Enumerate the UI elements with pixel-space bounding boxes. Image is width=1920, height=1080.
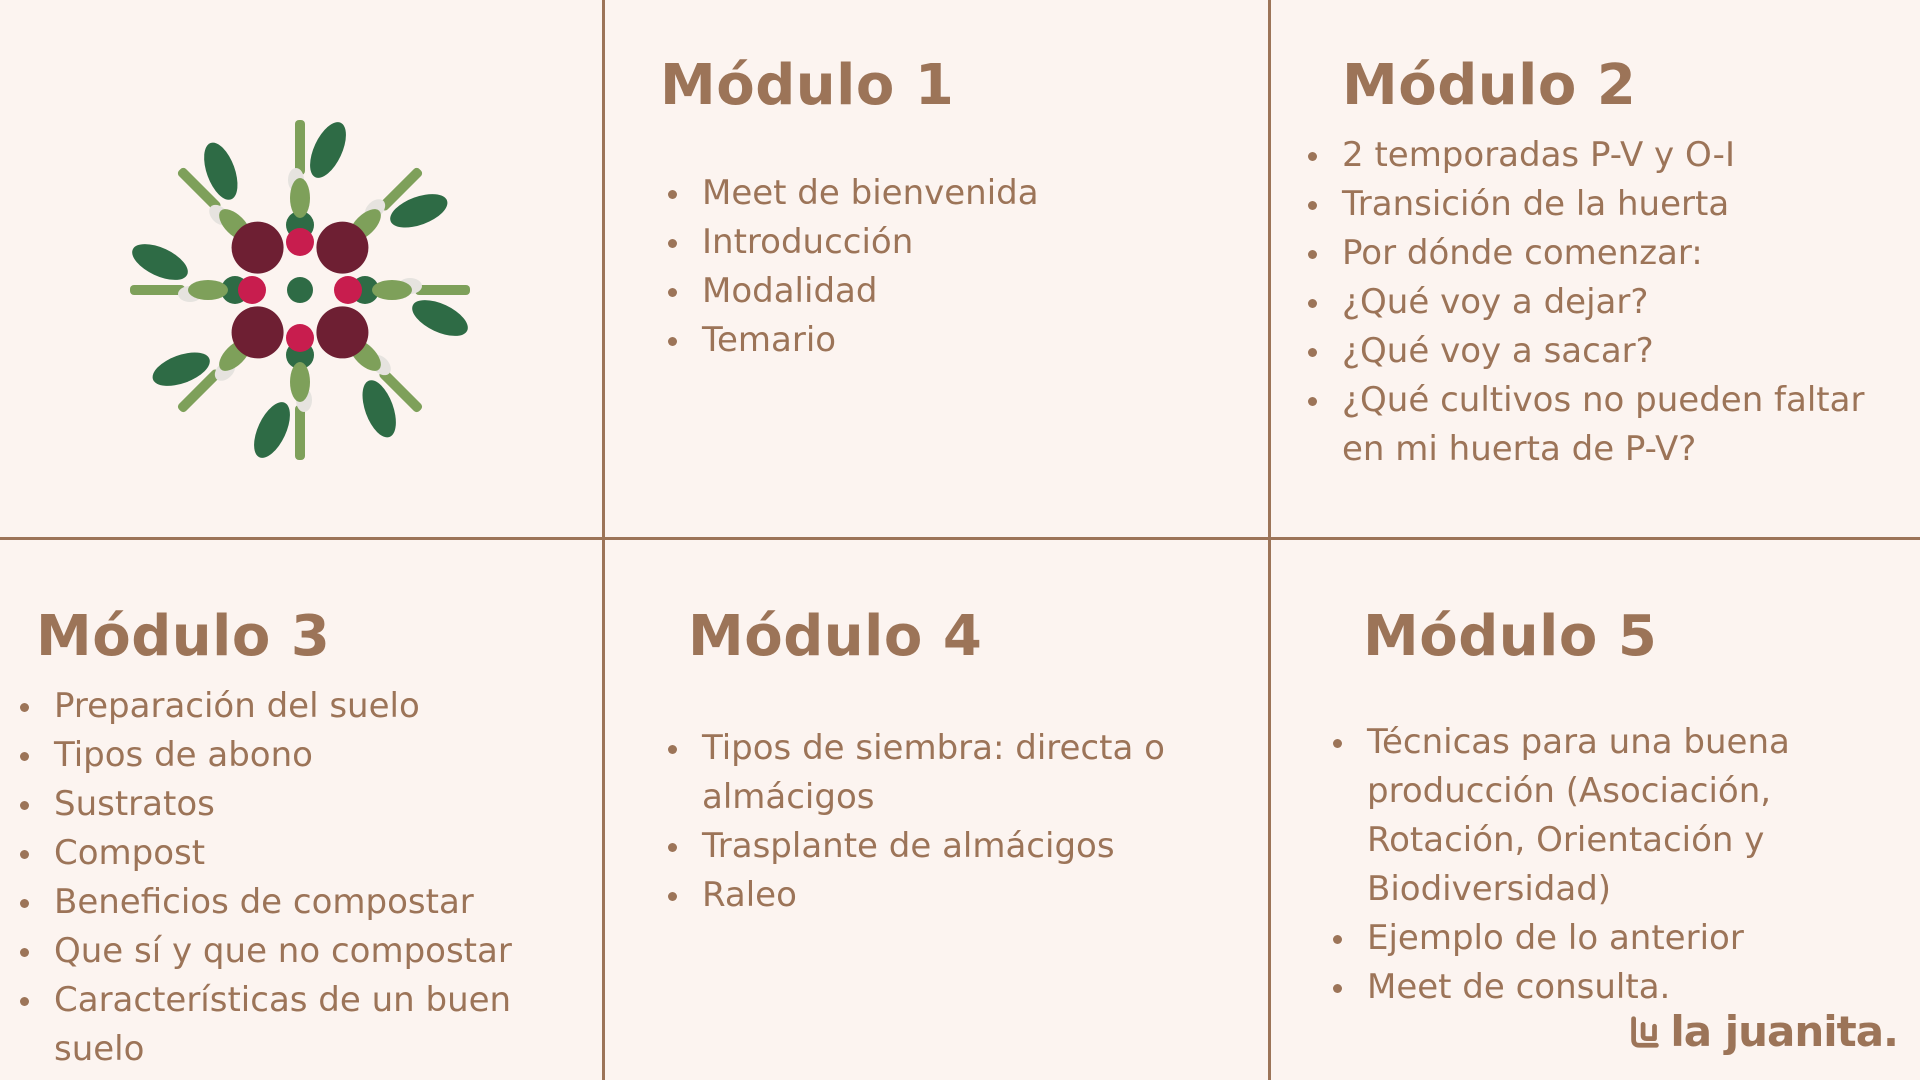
- list-item: ¿Qué cultivos no pueden faltar en mi huerta de P-V?: [1300, 376, 1900, 474]
- module-items-list: [12, 682, 612, 1074]
- module-5-panel: [1325, 603, 1905, 1012]
- list-item: Por dónde comenzar:: [1300, 229, 1900, 278]
- module-title: Módulo 5: [1363, 604, 1658, 669]
- list-item: Beneficios de compostar: [12, 878, 612, 927]
- module-3-panel: [12, 603, 612, 1074]
- list-item: Tipos de abono: [12, 731, 612, 780]
- list-item: Trasplante de almácigos: [660, 822, 1200, 871]
- grid-divider-vertical-2: [1268, 0, 1271, 1080]
- brand-name: la juanita.: [1670, 1007, 1898, 1056]
- list-item: Temario: [660, 316, 1240, 365]
- list-item: 2 temporadas P-V y O-I: [1300, 131, 1900, 180]
- module-title: Módulo 3: [36, 604, 331, 669]
- la-juanita-logo-icon: [1626, 1013, 1664, 1051]
- list-item: Modalidad: [660, 267, 1240, 316]
- module-4-panel: [660, 603, 1200, 920]
- list-item: Preparación del suelo: [12, 682, 612, 731]
- list-item: Ejemplo de lo anterior: [1325, 914, 1905, 963]
- list-item: Introducción: [660, 218, 1240, 267]
- module-items-list: [1325, 718, 1905, 1012]
- module-title: Módulo 2: [1342, 53, 1637, 118]
- list-item: Compost: [12, 829, 612, 878]
- module-1-panel: [660, 52, 1240, 365]
- list-item: Meet de bienvenida: [660, 169, 1240, 218]
- grid-divider-horizontal: [0, 537, 1920, 540]
- module-items-list: [1300, 131, 1900, 474]
- list-item: ¿Qué voy a sacar?: [1300, 327, 1900, 376]
- list-item: Transición de la huerta: [1300, 180, 1900, 229]
- module-title: Módulo 1: [660, 53, 955, 118]
- list-item: Meet de consulta.: [1325, 963, 1905, 1012]
- vegetable-mandala-illustration: [120, 110, 480, 470]
- list-item: Raleo: [660, 871, 1200, 920]
- module-2-panel: [1300, 52, 1900, 474]
- list-item: Tipos de siembra: directa o almácigos: [660, 724, 1200, 822]
- module-items-list: [660, 724, 1200, 920]
- list-item: ¿Qué voy a dejar?: [1300, 278, 1900, 327]
- list-item: Técnicas para una buena producción (Asociación, Rotación, Orientación y Biodiversidad): [1325, 718, 1905, 914]
- list-item: Sustratos: [12, 780, 612, 829]
- list-item: Características de un buen suelo: [12, 976, 612, 1074]
- module-items-list: [660, 169, 1240, 365]
- brand-logo: [1626, 1007, 1898, 1056]
- module-title: Módulo 4: [688, 604, 983, 669]
- list-item: Que sí y que no compostar: [12, 927, 612, 976]
